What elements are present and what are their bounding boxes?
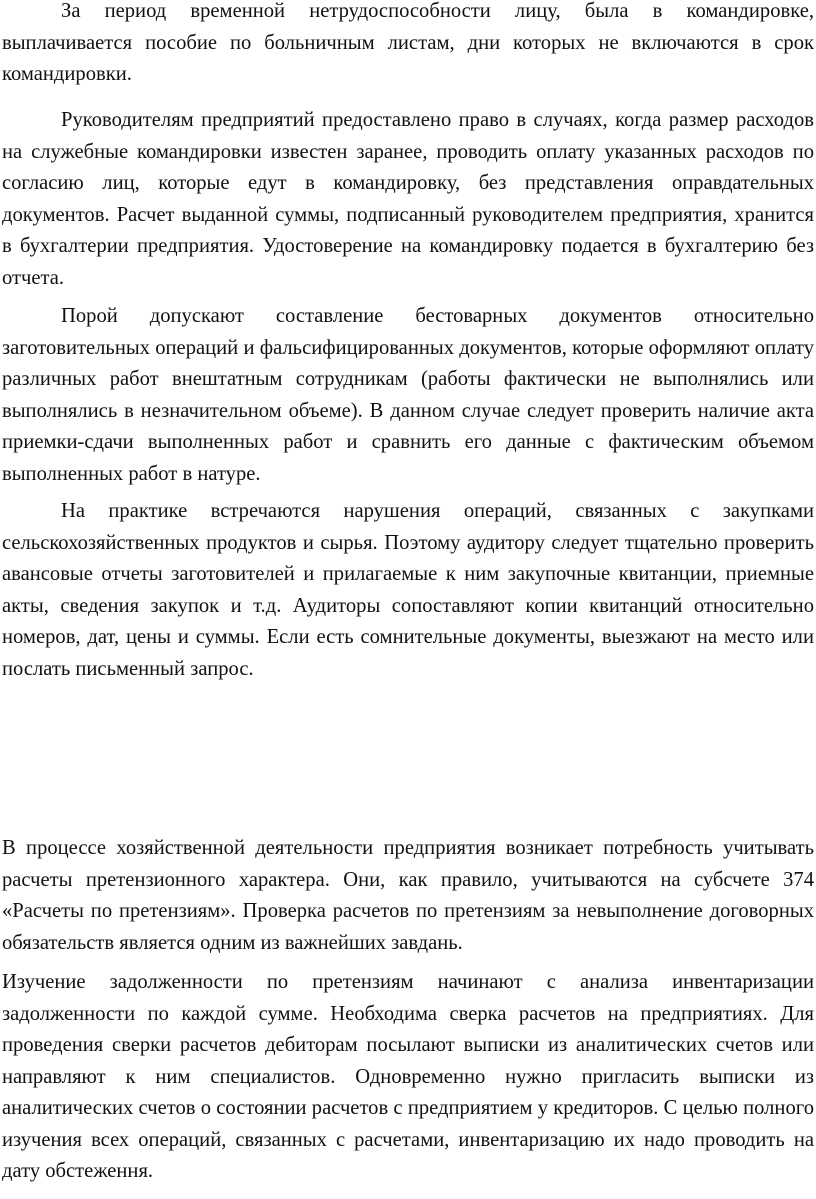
paragraph-claims-settlements: В процессе хозяйственной деятельности предприятия возникает потребность учитывать расчеты претензионного характера. Они, как правило, учитываются на субсчете 374 «Расчеты по претензиям». Проверка расчетов по претензиям за невыполнение договорных обязательств является одним из важнейших завдань. [2,837,814,954]
paragraph-travel-expenses: Руководителям предприятий предоставлено право в случаях, когда размер расходов на служебные командировки известен заранее, проводить оплату указанных расходов по согласию лиц, которые едут в командировку, без представления оправдательных документов. Расчет выданной суммы, подписанный руководителем предприятия, хранится в бухгалтерии предприятия. Удостоверение на командировку подается в бухгалтерию без отчета. [2,109,814,289]
paragraph-sick-leave: За период временной нетрудоспособности лицу, была в командировке, выплачивается пособие по больничным листам, дни которых не включаются в срок командировки. [2,0,814,85]
paragraph-agricultural-purchases: На практике встречаются нарушения операций, связанных с закупками сельскохозяйственных продуктов и сырья. Поэтому аудитору следует тщательно проверить авансовые отчеты заготовителей и прилагаемые к ним закупочные квитанции, приемные акты, сведения закупок и т.д. Аудиторы сопоставляют копии квитанций относительно номеров, дат, цены и суммы. Если есть сомнительные документы, выезжают на место или послать письменный запрос. [2,500,814,680]
paragraph-claims-debt-study: Изучение задолженности по претензиям начинают с анализа инвентаризации задолженности по каждой сумме. Необходима сверка расчетов на предприятиях. Для проведения сверки расчетов дебиторам посылают выписки из аналитических счетов или направляют к ним специалистов. Одновременно нужно пригласить выписки из аналитических счетов о состоянии расчетов с предприятием у кредиторов. С целью полного изучения всех операций, связанных с расчетами, инвентаризацию их надо проводить на дату обстеження. [2,971,814,1182]
paragraph-fictitious-documents: Порой допускают составление бестоварных документов относительно заготовительных операций и фальсифицированных документов, которые оформляют оплату различных работ внештатным сотрудникам (работы фактически не выполнялись или выполнялись в незначительном объеме). В данном случае следует проверить наличие акта приемки-сдачи выполненных работ и сравнить его данные с фактическим объемом выполненных работ в натуре. [2,305,814,485]
